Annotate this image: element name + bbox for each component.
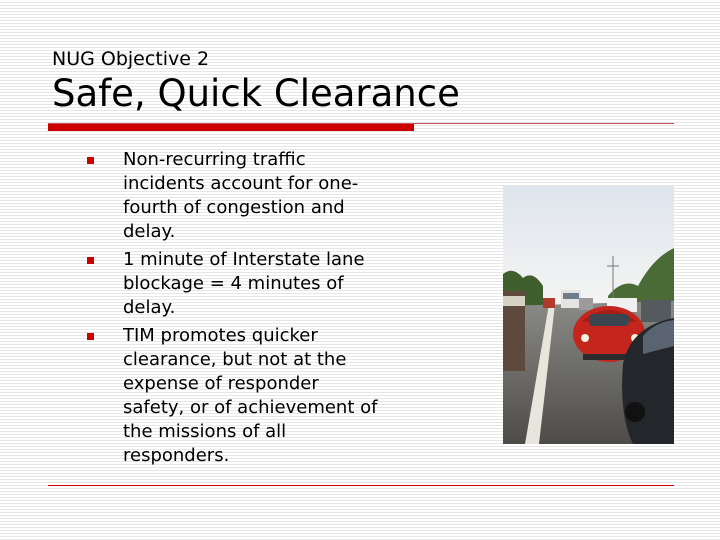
- bullet-text: Non-recurring traffic incidents account for one-fourth of congestion and delay.: [123, 149, 359, 242]
- bullet-item: [85, 148, 385, 244]
- bullet-text: 1 minute of Interstate lane blockage = 4 minutes of delay.: [123, 249, 365, 318]
- bullet-square-icon: [87, 257, 94, 264]
- bullet-item: [85, 248, 385, 320]
- title-underline-bar: [48, 124, 414, 131]
- bullet-item: [85, 324, 385, 468]
- slide-subtitle: NUG Objective 2: [52, 48, 210, 70]
- bullet-square-icon: [87, 333, 94, 340]
- slide-title: Safe, Quick Clearance: [52, 72, 460, 115]
- traffic-jam-photo: [503, 186, 674, 444]
- bottom-rule: [48, 485, 674, 486]
- bullet-square-icon: [87, 157, 94, 164]
- bullet-list: [85, 148, 385, 472]
- bullet-text: TIM promotes quicker clearance, but not at the expense of responder safety, or of achievement of the missions of all responders.: [123, 325, 378, 466]
